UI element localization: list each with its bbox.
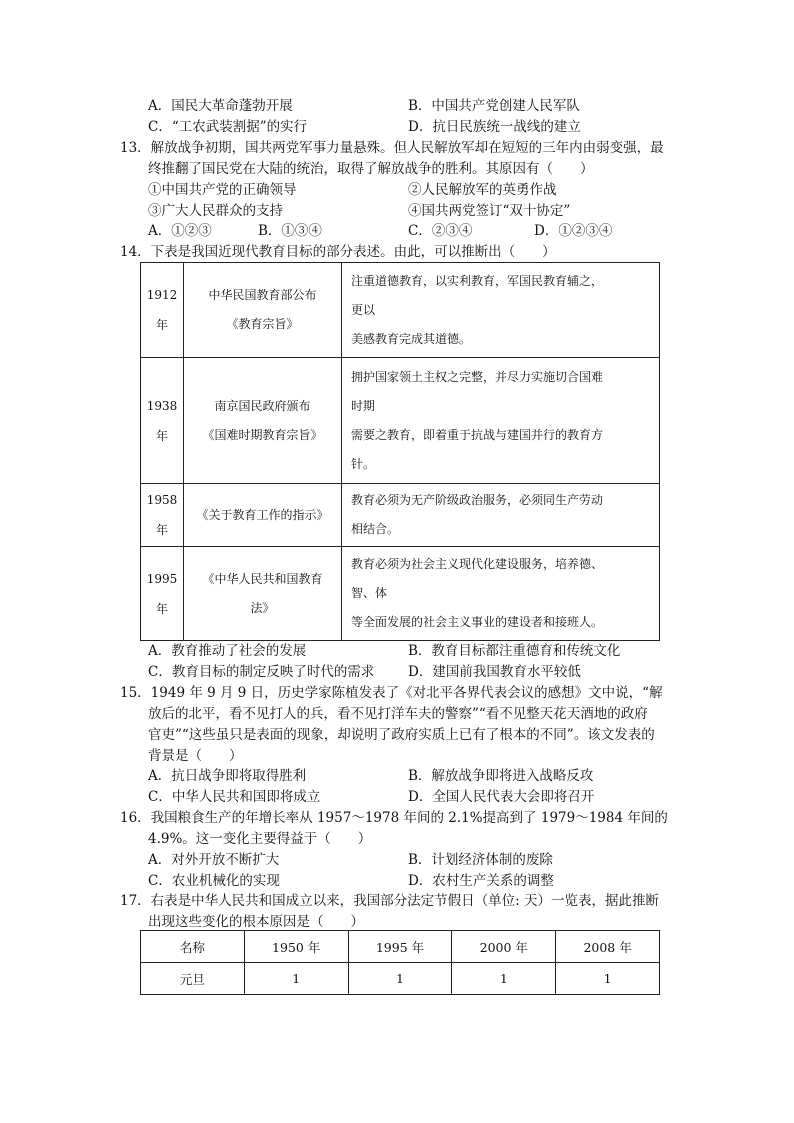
document-cell: 《中华人民共和国教育 法》 — [184, 547, 342, 641]
q12-option-b[interactable]: B．中国共产党创建人民军队 — [408, 98, 580, 114]
q12-options-row-2 — [148, 118, 668, 136]
q16-options-row-1 — [148, 851, 668, 869]
q13-option-d[interactable]: D．①②③④ — [534, 223, 613, 239]
table-row — [141, 263, 660, 358]
q16-stem-line-1: 16．我国粮食生产的年增长率从 1957～1978 年间的 2.1%提高到了 1979～1984 年间的 — [120, 810, 668, 826]
q12-option-a[interactable]: A．国民大革命蓬勃开展 — [148, 98, 293, 114]
q13-item-2: ②人民解放军的英勇作战 — [408, 182, 557, 198]
table-row — [141, 484, 660, 547]
q16-option-d[interactable]: D．农村生产关系的调整 — [408, 873, 554, 889]
column-header: 2000 年 — [452, 931, 556, 963]
table-row — [141, 358, 660, 484]
column-header: 名称 — [141, 931, 245, 963]
q14-option-a[interactable]: A．教育推动了社会的发展 — [148, 643, 307, 659]
q13-options-row — [148, 222, 668, 240]
q14-option-d[interactable]: D．建国前我国教育水平较低 — [408, 664, 581, 680]
q14-options-row-1 — [148, 642, 668, 660]
table-cell: 1 — [556, 963, 660, 995]
q17-stem-line-1: 17．右表是中华人民共和国成立以来，我国部分法定节假日（单位: 天）一览表，据此推断 — [120, 893, 660, 909]
q13-items-row-2 — [148, 202, 668, 220]
document-cell: 《关于教育工作的指示》 — [184, 484, 342, 547]
q14-options-row-2 — [148, 663, 668, 681]
table-row — [141, 963, 660, 995]
q16-stem-line-2: 4.9%。这一变化主要得益于（ ） — [148, 831, 372, 847]
q16-option-c[interactable]: C．农业机械化的实现 — [148, 873, 280, 889]
q17-stem-line-2: 出现这些变化的根本原因是（ ） — [148, 914, 364, 930]
q13-option-a[interactable]: A．①②③ — [148, 223, 212, 239]
q14-stem: 14．下表是我国近现代教育目标的部分表述。由此，可以推断出（ ） — [120, 244, 556, 260]
q13-item-4: ④国共两党签订“双十协定” — [408, 203, 571, 219]
table-row — [141, 547, 660, 641]
q13-item-3: ③广大人民群众的支持 — [148, 203, 283, 219]
column-header: 2008 年 — [556, 931, 660, 963]
year-cell: 1912 年 — [141, 263, 184, 358]
q15-option-a[interactable]: A．抗日战争即将取得胜利 — [148, 768, 307, 784]
q15-options-row-2 — [148, 788, 668, 806]
q13-option-c[interactable]: C．②③④ — [408, 223, 473, 239]
q15-stem-line-4: 背景是（ ） — [148, 748, 243, 764]
year-cell: 1995 年 — [141, 547, 184, 641]
q12-option-c[interactable]: C．“工农武装割据”的实行 — [148, 119, 308, 135]
table-cell: 1 — [244, 963, 348, 995]
q13-items-row-1 — [148, 181, 668, 199]
q15-options-row-1 — [148, 767, 668, 785]
column-header: 1995 年 — [348, 931, 452, 963]
goal-cell: 教育必须为无产阶级政治服务，必须同生产劳动 相结合。 — [342, 484, 660, 547]
q14-option-b[interactable]: B．教育目标都注重德育和传统文化 — [408, 643, 621, 659]
column-header: 1950 年 — [244, 931, 348, 963]
table-header-row — [141, 931, 660, 963]
q15-stem-line-1: 15．1949 年 9 月 9 日，历史学家陈植发表了《对北平各界代表会议的感想》文中说，“解 — [120, 685, 663, 701]
table-cell: 1 — [348, 963, 452, 995]
q15-option-c[interactable]: C．中华人民共和国即将成立 — [148, 789, 321, 805]
q13-item-1: ①中国共产党的正确领导 — [148, 182, 297, 198]
document-cell: 中华民国教育部公布 《教育宗旨》 — [184, 263, 342, 358]
q14-education-table — [140, 262, 660, 641]
year-cell: 1938 年 — [141, 358, 184, 484]
q17-holiday-table — [140, 930, 660, 995]
document-cell: 南京国民政府颁布 《国难时期教育宗旨》 — [184, 358, 342, 484]
q16-option-a[interactable]: A．对外开放不断扩大 — [148, 852, 280, 868]
q15-stem-line-3: 官吏”“这些虽只是表面的现象，却说明了政府实质上已有了根本的不同”。该文发表的 — [148, 727, 655, 743]
q15-option-d[interactable]: D．全国人民代表大会即将召开 — [408, 789, 595, 805]
q13-option-b[interactable]: B．①③④ — [258, 223, 322, 239]
q16-option-b[interactable]: B．计划经济体制的废除 — [408, 852, 553, 868]
year-cell: 1958 年 — [141, 484, 184, 547]
q14-option-c[interactable]: C．教育目标的制定反映了时代的需求 — [148, 664, 375, 680]
q12-options-row-1 — [148, 97, 668, 115]
q15-stem-line-2: 放后的北平，看不见打人的兵，看不见打洋车夫的警察”“看不见整天花天酒地的政府 — [148, 706, 648, 722]
goal-cell: 教育必须为社会主义现代化建设服务，培养德、 智、体 等全面发展的社会主义事业的建设者和接班人。 — [342, 547, 660, 641]
table-cell: 1 — [452, 963, 556, 995]
goal-cell: 注重道德教育，以实利教育，军国民教育辅之， 更以 美感教育完成其道德。 — [342, 263, 660, 358]
q13-stem-line-2: 终推翻了国民党在大陆的统治，取得了解放战争的胜利。其原因有（ ） — [148, 161, 594, 177]
goal-cell: 拥护国家领土主权之完整，并尽力实施切合国难 时期 需要之教育，即着重于抗战与建国并行的教育方 针。 — [342, 358, 660, 484]
q13-stem-line-1: 13．解放战争初期，国共两党军事力量悬殊。但人民解放军却在短短的三年内由弱变强，最 — [120, 140, 664, 156]
q16-options-row-2 — [148, 872, 668, 890]
q12-option-d[interactable]: D．抗日民族统一战线的建立 — [408, 119, 581, 135]
q15-option-b[interactable]: B．解放战争即将进入战略反攻 — [408, 768, 594, 784]
table-cell: 元旦 — [141, 963, 245, 995]
